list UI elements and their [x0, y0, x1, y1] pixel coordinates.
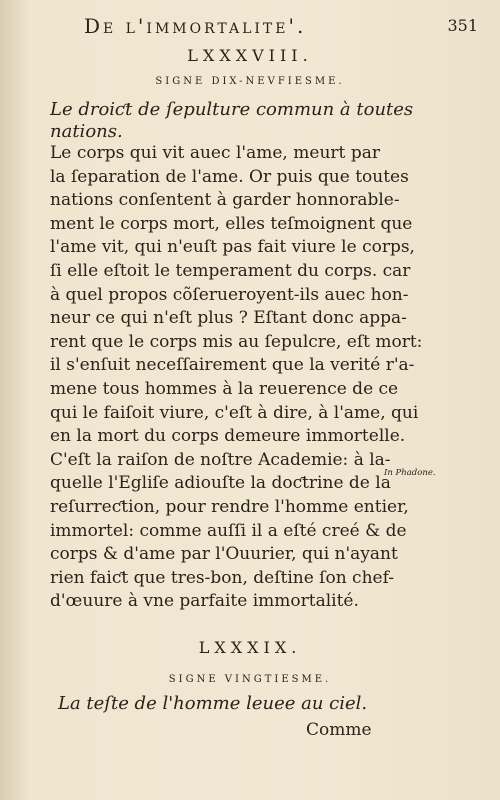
- catchword: Comme: [306, 720, 372, 740]
- chapter-numeral: LXXXVIII.: [187, 46, 313, 65]
- margin-note: In Phadone.: [384, 468, 436, 478]
- text-line: ſi elle eſtoit le temperament du corps. car: [50, 260, 411, 281]
- section-heading: La teſte de l'homme leuee au ciel.: [58, 693, 368, 714]
- running-title: De l'immortalite'.: [84, 14, 307, 38]
- text-line: en la mort du corps demeure immortelle.: [50, 426, 406, 447]
- text-line: à quel propos cõſerueroyent-ils auec hon-: [50, 284, 409, 305]
- section-heading-line: nations.: [50, 121, 123, 142]
- text-line: rien faiƈt que tres-bon, deſtine ſon chef-: [50, 567, 395, 588]
- text-line: neur ce qui n'eſt plus ? Eſtant donc appa-: [50, 308, 407, 329]
- signe-heading: SIGNE VINGTIESME.: [168, 674, 332, 685]
- text-line: corps & d'ame par l'Ouurier, qui n'ayant: [50, 544, 398, 565]
- page-number: 351: [447, 16, 478, 35]
- text-line: qui le faiſoit viure, c'eſt à dire, à l'ame, qui: [50, 402, 419, 423]
- text-line: Le corps qui vit auec l'ame, meurt par: [50, 143, 380, 163]
- text-line: immortel: comme auſſi il a eſté creé & de: [50, 520, 407, 541]
- signe-heading: SIGNE DIX-NEVFIESME.: [155, 76, 345, 87]
- text-line: rent que le corps mis au ſepulcre, eſt mort:: [50, 331, 423, 352]
- section-heading-line: Le droiƈt de ſepulture commun à toutes: [50, 99, 414, 120]
- text-line: quelle l'Egliſe adiouſte la doƈtrine de la: [50, 473, 391, 494]
- chapter-numeral: LXXXIX.: [198, 638, 302, 657]
- text-line: nations conſentent à garder honnorable-: [50, 190, 400, 211]
- text-line: l'ame vit, qui n'euſt pas fait viure le corps,: [50, 237, 415, 258]
- text-line: il s'enſuit neceſſairement que la verité r'a-: [50, 355, 415, 376]
- text-line: reſurreƈtion, pour rendre l'homme entier,: [50, 496, 409, 517]
- text-line: C'eſt la raiſon de noſtre Academie: à la-: [50, 449, 391, 470]
- text-line: ment le corps mort, elles teſmoignent que: [50, 213, 413, 234]
- text-line: mene tous hommes à la reuerence de ce: [50, 378, 399, 399]
- text-line: d'œuure à vne parfaite immortalité.: [50, 591, 359, 612]
- text-line: la ſeparation de l'ame. Or puis que toutes: [50, 166, 409, 187]
- running-head: [84, 14, 478, 42]
